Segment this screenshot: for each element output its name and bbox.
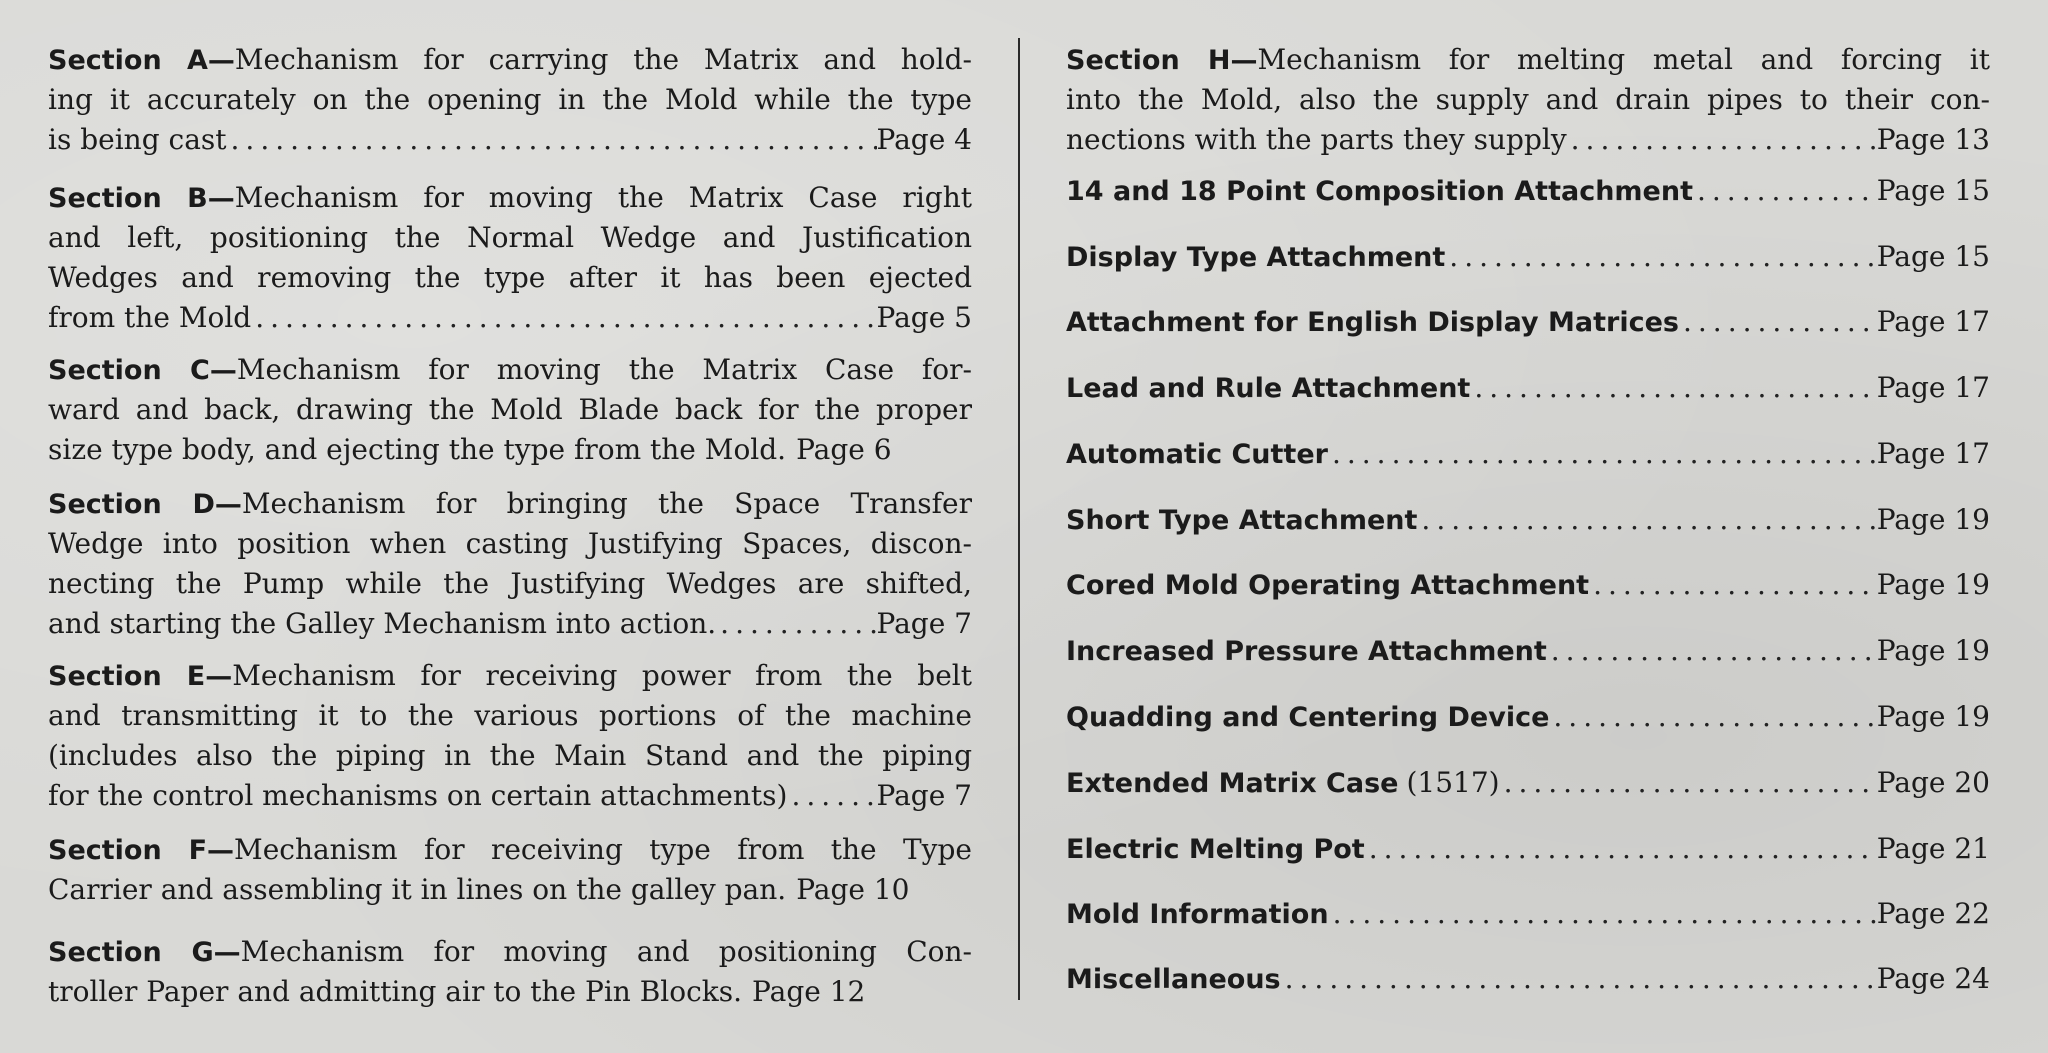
attachment-entry-increased-pressure[interactable] <box>1066 634 1990 674</box>
attachment-entry-extended-matrix-case[interactable] <box>1066 766 1990 806</box>
dot-leader <box>1329 897 1877 930</box>
section-g-page: Page 12 <box>752 975 866 1008</box>
attachment-page: Page 19 <box>1876 634 1990 667</box>
section-d-page: Page 7 <box>876 607 972 640</box>
section-a-last-line <box>48 120 972 160</box>
attachment-entry-display-type[interactable] <box>1066 240 1990 280</box>
section-e-last-line <box>48 776 972 816</box>
section-b-line-3: Wedges and removing the type after it has been ejected <box>48 261 972 294</box>
section-g-last-line <box>48 972 972 1012</box>
section-d-last-line <box>48 604 972 644</box>
section-g-entry[interactable] <box>48 932 972 1012</box>
attachment-title: Display Type Attachment <box>1066 242 1446 273</box>
attachment-entry-quadding-centering[interactable] <box>1066 700 1990 740</box>
dot-leader <box>1549 700 1876 733</box>
section-h-label: Section H— <box>1066 45 1258 76</box>
attachment-title: Miscellaneous <box>1066 964 1281 995</box>
dot-leader <box>1679 305 1877 338</box>
section-d-line-2: Wedge into position when casting Justifying Spaces, discon- <box>48 527 972 560</box>
attachment-entry-electric-melting-pot[interactable] <box>1066 832 1990 872</box>
section-g-line-1 <box>48 932 972 972</box>
section-a-last-text: is being cast <box>48 123 227 156</box>
attachment-title: Mold Information <box>1066 899 1329 930</box>
section-b-text-1: Mechanism for moving the Matrix Case right <box>234 181 972 214</box>
section-e-entry[interactable] <box>48 656 972 816</box>
section-h-last-line <box>1066 120 1990 160</box>
section-b-line-2: and left, positioning the Normal Wedge and Justification <box>48 221 972 254</box>
section-a-page: Page 4 <box>876 123 972 156</box>
attachment-title: Lead and Rule Attachment <box>1066 373 1471 404</box>
dot-leader <box>1470 371 1876 404</box>
attachment-page: Page 15 <box>1876 240 1990 273</box>
section-f-page: Page 10 <box>796 873 910 906</box>
section-b-last-text: from the Mold <box>48 301 252 334</box>
attachment-title: Extended Matrix Case <box>1066 768 1399 799</box>
attachment-entry-short-type[interactable] <box>1066 503 1990 543</box>
section-h-text-1: Mechanism for melting metal and forcing it <box>1257 43 1990 76</box>
section-e-last-text: for the control mechanisms on certain attachments) <box>48 779 788 812</box>
dot-leader <box>227 120 877 160</box>
attachment-page: Page 17 <box>1876 437 1990 470</box>
section-d-label: Section D— <box>48 489 242 520</box>
section-e-text-1: Mechanism for receiving power from the belt <box>232 659 972 692</box>
attachment-page: Page 21 <box>1876 832 1990 865</box>
section-e-line-3: (includes also the piping in the Main Stand and the piping <box>48 739 972 772</box>
attachment-page: Page 24 <box>1876 962 1990 995</box>
attachment-entry-14-18-point[interactable] <box>1066 174 1990 214</box>
dot-leader <box>1365 832 1877 865</box>
section-c-entry[interactable] <box>48 350 972 470</box>
section-f-last-line <box>48 870 972 910</box>
section-c-last-text: size type body, and ejecting the type from the Mold. <box>48 433 787 466</box>
section-a-line-1 <box>48 40 972 80</box>
attachment-title: Increased Pressure Attachment <box>1066 636 1547 667</box>
section-f-last-text: Carrier and assembling it in lines on the galley pan. <box>48 873 787 906</box>
attachment-page: Page 17 <box>1876 305 1990 338</box>
section-b-page: Page 5 <box>876 301 972 334</box>
attachment-page: Page 22 <box>1876 897 1990 930</box>
attachment-page: Page 19 <box>1876 568 1990 601</box>
attachment-entry-lead-and-rule[interactable] <box>1066 371 1990 411</box>
section-c-label: Section C— <box>48 355 237 386</box>
section-a-line-2: ing it accurately on the opening in the Mold while the type <box>48 83 972 116</box>
attachment-page: Page 15 <box>1876 174 1990 207</box>
section-f-text-1: Mechanism for receiving type from the Type <box>234 833 972 866</box>
attachment-title: Quadding and Centering Device <box>1066 702 1550 733</box>
section-c-last-line <box>48 430 972 470</box>
section-f-label: Section F— <box>48 835 235 866</box>
attachment-entry-english-display-matrices[interactable] <box>1066 305 1990 345</box>
section-g-text-1: Mechanism for moving and positioning Con- <box>240 935 972 968</box>
dot-leader <box>1567 120 1877 160</box>
section-d-last-text: and starting the Galley Mechanism into action. <box>48 607 717 640</box>
section-g-label: Section G— <box>48 937 241 968</box>
dot-leader <box>787 776 876 816</box>
section-f-entry[interactable] <box>48 830 972 910</box>
attachment-page: Page 17 <box>1876 371 1990 404</box>
dot-leader <box>1281 962 1877 995</box>
dot-leader <box>251 298 876 338</box>
section-a-label: Section A— <box>48 45 235 76</box>
section-d-line-3: necting the Pump while the Justifying Wedges are shifted, <box>48 567 972 600</box>
dot-leader <box>1417 503 1876 536</box>
dot-leader <box>1500 766 1877 799</box>
attachment-entry-mold-information[interactable] <box>1066 897 1990 937</box>
section-e-label: Section E— <box>48 661 233 692</box>
section-d-text-1: Mechanism for bringing the Space Transfer <box>241 487 972 520</box>
attachment-title: Short Type Attachment <box>1066 505 1418 536</box>
attachment-title: Electric Melting Pot <box>1066 834 1365 865</box>
section-g-last-text: troller Paper and admitting air to the Pin Blocks. <box>48 975 743 1008</box>
section-h-entry[interactable] <box>1066 40 1990 160</box>
section-e-page: Page 7 <box>876 779 972 812</box>
section-b-entry[interactable] <box>48 178 972 338</box>
attachment-entry-automatic-cutter[interactable] <box>1066 437 1990 477</box>
attachment-title: Attachment for English Display Matrices <box>1066 307 1679 338</box>
section-b-label: Section B— <box>48 183 235 214</box>
dot-leader <box>1693 174 1877 207</box>
attachment-page: Page 19 <box>1876 700 1990 733</box>
section-f-line-1 <box>48 830 972 870</box>
dot-leader <box>1328 437 1877 470</box>
section-a-entry[interactable] <box>48 40 972 160</box>
section-h-page: Page 13 <box>1876 123 1990 156</box>
attachment-extra: (1517) <box>1406 766 1500 799</box>
section-h-line-1 <box>1066 40 1990 80</box>
attachment-title: 14 and 18 Point Composition Attachment <box>1066 176 1693 207</box>
section-c-text-1: Mechanism for moving the Matrix Case for- <box>236 353 972 386</box>
dot-leader <box>1547 634 1877 667</box>
column-divider <box>1018 38 1020 1000</box>
attachment-entry-cored-mold[interactable] <box>1066 568 1990 608</box>
section-d-line-1 <box>48 484 972 524</box>
section-c-line-2: ward and back, drawing the Mold Blade back for the proper <box>48 393 972 426</box>
section-e-line-2: and transmitting it to the various portions of the machine <box>48 699 972 732</box>
dot-leader <box>1589 568 1877 601</box>
dot-leader <box>716 604 876 644</box>
section-c-line-1 <box>48 350 972 390</box>
section-a-text-1: Mechanism for carrying the Matrix and hold- <box>234 43 972 76</box>
section-b-line-1 <box>48 178 972 218</box>
attachment-entry-miscellaneous[interactable] <box>1066 962 1990 1002</box>
section-c-page: Page 6 <box>796 433 892 466</box>
section-h-last-text: nections with the parts they supply <box>1066 123 1567 156</box>
section-b-last-line <box>48 298 972 338</box>
attachment-title: Cored Mold Operating Attachment <box>1066 570 1590 601</box>
section-d-entry[interactable] <box>48 484 972 644</box>
attachment-title: Automatic Cutter <box>1066 439 1328 470</box>
section-h-line-2: into the Mold, also the supply and drain pipes to their con- <box>1066 83 1990 116</box>
attachment-page: Page 19 <box>1876 503 1990 536</box>
section-e-line-1 <box>48 656 972 696</box>
attachment-page: Page 20 <box>1876 766 1990 799</box>
dot-leader <box>1445 240 1876 273</box>
